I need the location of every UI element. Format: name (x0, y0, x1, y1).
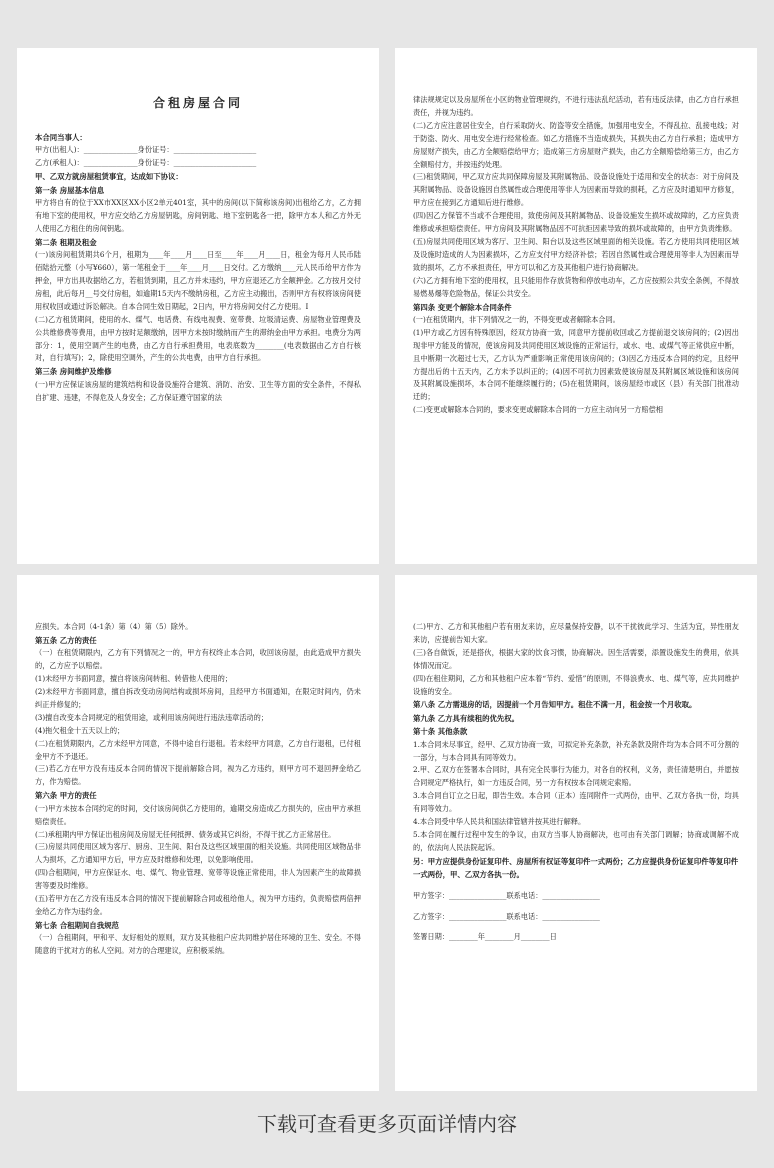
section-heading: 本合同当事人： (35, 133, 87, 142)
paragraph: (三)各自做饭，还是搭伙，根据大家的饮食习惯，协商解决。因生活需要，添置设施发生的费用，依具体情况而定。 (413, 647, 739, 670)
section-heading: 第一条 房屋基本信息 (35, 185, 105, 195)
contract-page-2 (395, 48, 757, 564)
paragraph: 2.甲、乙双方在签署本合同时，具有完全民事行为能力，对各自的权利，义务，责任清楚明白，并愿按合同规定严格执行，如一方违反合同，另一方有权按本合同规定索赔。 (413, 765, 739, 788)
paragraph: (4)拖欠租金十五天以上的； (35, 725, 125, 735)
paragraph: (五)房屋共同使用区域为客厅、卫生间、阳台以及这些区域里面的相关设施。若乙方使用共同使用区域及设施时造成的人为因素损坏，乙方应支付甲方经济补偿；若因自然属性或合理使用等非人为因素而导致的损坏，乙方不承担责任，甲方可以和乙方及其他租户进行协商解决。 (413, 236, 739, 272)
paragraph: (一)甲方应保证该房屋的建筑结构和设备设施符合建筑、消防、治安、卫生等方面的安全条件，不得私自扩建、违建，不得危及人身安全；乙方保证遵守国家的法 (35, 379, 361, 402)
paragraph: (1)未经甲方书面同意，擅自将该房间转租、转借他人使用的； (35, 674, 233, 684)
paragraph: 甲方(出租人)：_______________身份证号：_______________________ (35, 145, 257, 155)
page-3-content (35, 621, 361, 958)
paragraph: (一)该房间租赁期共6个月，租期为____年____月____日至____年____月____日，租金为每月人民币陆佰陆拾元整（小写¥660），第一笔租金于____年____月____日交付。乙方缴纳____元人民币给甲方作为押金，甲方出具收据给乙方，若租赁到期，且乙方并未违约，甲方应退还乙方全额押金。乙方按月交付房租，此后每月__号交付房租，如逾期15天内不缴纳房租，乙方应主动搬出，否则甲方有权将该房间使用权收回或通过诉讼解决。自本合同生效日期起，2日内，甲方将房间交付乙方使用。I (35, 250, 361, 311)
paragraph: (四)因乙方保管不当或不合理使用，致使房间及其附属物品、设备设施发生损坏或故障的，乙方应负责维修或承担赔偿责任。甲方房间及其附属物品因不可抗拒因素导致的损坏或故障的，由甲方负责维修。 (413, 211, 739, 234)
download-more-prompt[interactable]: 下载可查看更多页面详情内容 (257, 1112, 517, 1136)
paragraph: (1)甲方或乙方因有特殊原因，经双方协商一致，同意甲方提前收回或乙方提前退交该房间的；(2)因出现非甲方能及的情况，使该房间及共同使用区域设施的正常运行，或水、电、或煤气等正常供应中断，且中断期一次超过七天，乙方认为严重影响正常使用该房间的；(3)因乙方违反本合同的约定，且经甲方提出后的十五天内，乙方未予以纠正的；(4)因不可抗力因素致使该房屋及其附属区域设施和该房间及其附属设施损坏，本合同不能继续履行的；(5)在租赁期间，该房屋经市或区（县）有关部门批准动迁的； (413, 327, 739, 402)
paragraph: （一）合租期间，甲和平、友好相处的原则，双方及其他租户应共同维护居住环境的卫生、安全。不得随意的干扰对方的私人空间。对方的合理建议，应积极采纳。 (35, 933, 361, 956)
paragraph: 甲方将自有的位于XX市XX区XX小区2单元401室，其中的房间(以下简称该房间)出租给乙方，乙方拥有地下室的使用权，甲方应交给乙方房屋钥匙，房间钥匙、地下室钥匙各一把，除甲方本人和乙方外无人使用乙方租住的房间钥匙。 (35, 198, 361, 233)
paragraph: (四)合租期间，甲方应保证水、电、煤气、物业管理、宽带等设施正常使用，非人为因素产生的故障损害等要及时维修。 (35, 868, 361, 891)
paragraph: 5.本合同在履行过程中发生的争议，由双方当事人协商解决，也可由有关部门调解；协商或调解不成的，依法向人民法院起诉。 (413, 830, 739, 852)
section-heading: 第二条 租期及租金 (35, 237, 97, 247)
paragraph: 应损失。本合同（4-1条）第（4）第（5）除外。 (35, 622, 193, 631)
page-4-content (413, 621, 739, 944)
section-heading: 第九条 乙方具有续租的优先权。 (413, 713, 520, 723)
section-heading: 第八条 乙方需退房的话，因提前一个月告知甲方。租住不满一月，租金按一个月收取。 (413, 700, 697, 710)
paragraph: 乙方签字：________________联系电话：________________ (413, 911, 600, 921)
paragraph: (二)变更或解除本合同的，要求变更或解除本合同的一方应主动向另一方赔偿相 (413, 405, 663, 415)
paragraph: 律法规规定以及房屋所在小区的物业管理规约，不进行违法乱纪活动，若有违反法律，由乙方自行承担责任，并视为违约。 (413, 95, 739, 117)
paragraph: 3.本合同自订立之日起，即告生效。本合同（正本）连同附件一式两份，由甲、乙双方各执一份，均具有同等效力。 (413, 791, 739, 814)
paragraph: 1.本合同未尽事宜，经甲、乙双方协商一致，可拟定补充条款，补充条款及附件均为本合同不可分割的一部分，与本合同具有同等效力。 (413, 739, 739, 762)
section-heading: 第五条 乙方的责任 (35, 635, 97, 645)
section-heading: 第三条 房间维护及维修 (35, 367, 112, 377)
paragraph: （一）在租赁期限内，乙方有下列情况之一的，甲方有权终止本合同，收回该房屋，由此造成甲方损失的，乙方应予以赔偿。 (35, 648, 361, 671)
contract-title: 合租房屋合同 (152, 96, 243, 110)
paragraph: (六)乙方拥有地下室的使用权，且只能用作存放货物和停放电动车，乙方应按照公共安全条例，不得放易燃易爆等危险物品，保证公共安全。 (413, 275, 739, 298)
page-1-content (35, 131, 361, 405)
paragraph: (2)未经甲方书面同意，擅自拆改变动房间结构或损坏房间，且经甲方书面通知，在限定时间内，仍未纠正并修复的； (35, 687, 361, 709)
section-heading: 第四条 变更个解除本合同条件 (413, 302, 512, 312)
paragraph: (二)乙方租赁期间，使用的水、煤气、电话费、有线电视费、宽带费、垃圾清运费、房屋物业管理费及公共维修费等费用，由甲方按时足额缴纳，因甲方未按时缴纳而产生的滞纳金由甲方承担。电费分为两部分：1，使用空调产生的电费，由乙方自行承担费用，电表底数为________(电表数据由乙方自行核对，自行填写)；2，除使用空调外，产生的公共电费，由甲方自行承担。 (35, 314, 361, 363)
paragraph: (一)在租赁期内，非下列情况之一的，不得变更或者解除本合同。 (413, 314, 620, 324)
paragraph: (一)甲方未按本合同约定的时间，交付该房间供乙方使用的，逾期交房造成乙方损失的，应由甲方承担赔偿责任。 (35, 803, 361, 826)
paragraph: (二)承租期内甲方保证出租房间及房屋无任何抵押、债务或其它纠纷，不得干扰乙方正常居住。 (35, 829, 336, 839)
paragraph: (五)若甲方在乙方没有违反本合同的情况下提前解除合同或租给他人，视为甲方违约，负责赔偿两倍押金给乙方作为违约金。 (35, 894, 361, 916)
section-heading: 第七条 合租期间自我规范 (35, 920, 119, 930)
paragraph: 签署日期：________年________月________日 (413, 932, 557, 942)
paragraph: (四)在租住期间，乙方和其他租户应本着“节约、爱惜”的原则，不得浪费水、电、煤气等，应共同维护设施的安全。 (413, 673, 739, 696)
paragraph: (二)甲方、乙方和其他租户若有朋友来访，应尽量保持安静，以不干扰彼此学习、生活为宜，异性朋友来访，应提前告知大家。 (413, 622, 739, 644)
paragraph: 乙方(承租人)：_______________身份证号：_______________________ (35, 158, 257, 168)
paragraph: (3)擅自改变本合同规定的租赁用途，或利用该房间进行违法违章活动的； (35, 712, 268, 722)
section-heading: 第十条 其他条款 (413, 727, 468, 737)
contract-page-4 (395, 575, 757, 1091)
paragraph: (三)租赁期间，甲乙双方应共同保障房屋及其附属物品、设备设施处于适用和安全的状态：对于房间及其附属物品、设备设施因自然属性或合理使用等非人为因素而导致的损耗，乙方应及时通知甲方修复，甲方应在接到乙方通知后进行维修。 (413, 172, 739, 208)
contract-page-3 (17, 575, 379, 1091)
spacer (413, 882, 739, 890)
section-heading: 第六条 甲方的责任 (35, 791, 97, 801)
paragraph: (二)乙方应注意居住安全，自行采取防火、防盗等安全措施，加强用电安全，不得乱拉、乱接电线；对于防盗、防火、用电安全进行经常检查。如乙方措施不当造成损失，其损失由乙方自行承担；造成甲方房屋财产损失，由乙方全额赔偿给甲方；造成第三方房屋财产损失，由乙方全额赔偿给第三方，由乙方全额赔付方，并按违约处理。 (413, 120, 739, 169)
spacer (413, 903, 739, 911)
spacer (413, 923, 739, 931)
contract-page-1 (17, 48, 379, 564)
page-2-content (413, 94, 739, 417)
section-heading: 另：甲方应提供身份证复印件、房屋所有权证等复印件一式两份；乙方应提供身份证复印件等复印件一式两份，甲、乙双方各执一份。 (413, 856, 739, 880)
paragraph: (二)在租赁期限内，乙方未经甲方同意，不得中途自行退租。若未经甲方同意，乙方自行退租，已付租金甲方不予退还。 (35, 738, 361, 761)
paragraph: (三)若乙方在甲方没有违反本合同的情况下提前解除合同，视为乙方违约，则甲方可不退回押金给乙方，作为赔偿。 (35, 764, 361, 787)
paragraph: 4.本合同受中华人民共和国法律管辖并按其进行解释。 (413, 817, 586, 827)
paragraph: 甲方签字：________________联系电话：________________ (413, 890, 600, 900)
section-heading: 甲、乙双方就房屋租赁事宜，达成如下协议： (35, 172, 183, 182)
paragraph: (三)房屋共同使用区域为客厅、厨房、卫生间、阳台及这些区域里面的相关设施。共同使用区域物品非人为损坏，乙方通知甲方后，甲方应及时维修和处理，以免影响使用。 (35, 842, 361, 865)
